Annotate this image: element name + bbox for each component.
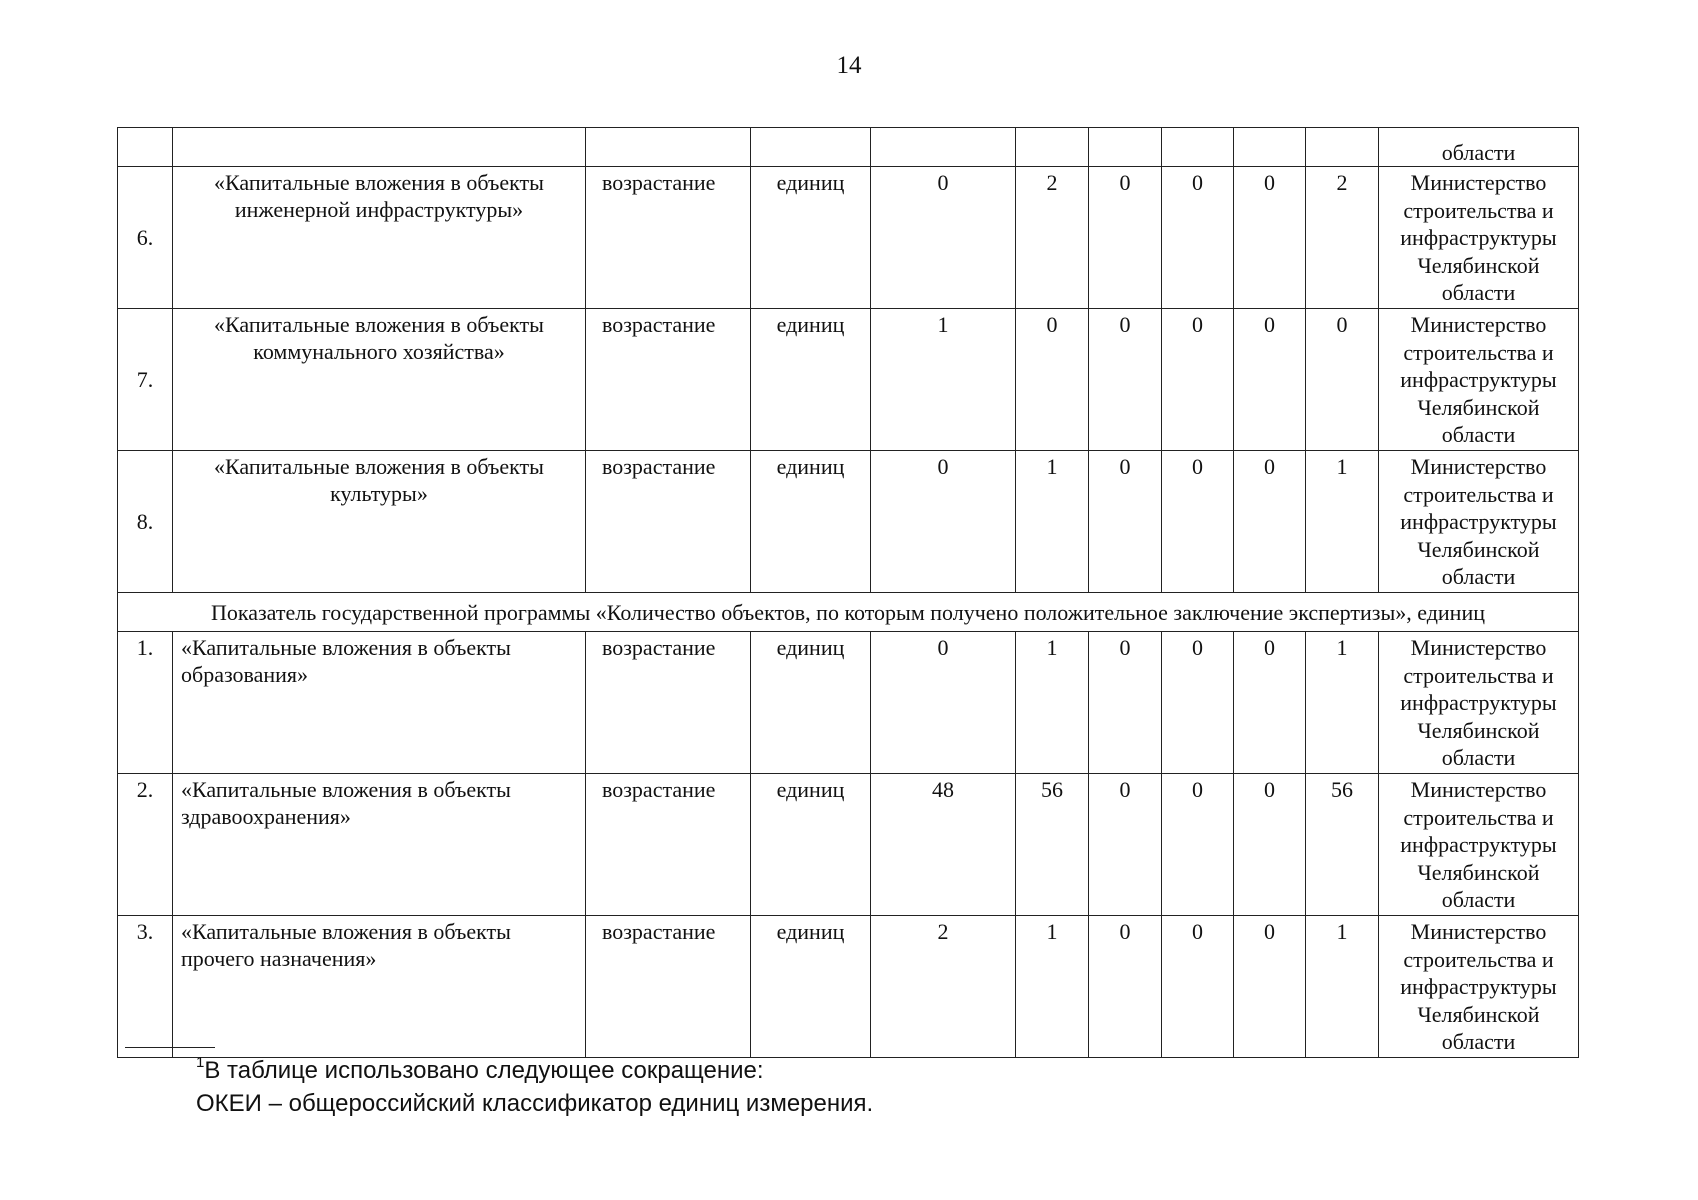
cell-unit: единиц	[751, 451, 871, 593]
footnote-line-2: ОКЕИ – общероссийский классификатор единиц измерения.	[196, 1090, 874, 1117]
table-row	[118, 632, 1579, 774]
cell-indicator-name: «Капитальные вложения в объекты образования»	[173, 632, 586, 774]
cell-indicator-name: «Капитальные вложения в объекты инженерной инфраструктуры»	[173, 167, 586, 309]
cell-number: 7.	[118, 309, 173, 451]
cell-value: 0	[1306, 309, 1379, 451]
cell-direction: возрастание	[586, 632, 751, 774]
cell-value: 1	[1016, 632, 1089, 774]
cell-empty	[118, 128, 173, 167]
cell-value: 0	[1089, 167, 1162, 309]
cell-responsible: Министерство строительства и инфраструктуры Челябинской области	[1379, 632, 1579, 774]
cell-number: 3.	[118, 916, 173, 1058]
cell-responsible: Министерство строительства и инфраструктуры Челябинской области	[1379, 167, 1579, 309]
cell-value: 0	[1016, 309, 1089, 451]
cell-value: 1	[1306, 916, 1379, 1058]
indicator-table	[117, 127, 1579, 1058]
cell-value: 0	[871, 632, 1016, 774]
cell-indicator-name: «Капитальные вложения в объекты прочего назначения»	[173, 916, 586, 1058]
cell-value: 0	[1234, 309, 1306, 451]
cell-unit: единиц	[751, 167, 871, 309]
cell-value: 0	[1089, 451, 1162, 593]
cell-responsible: Министерство строительства и инфраструктуры Челябинской области	[1379, 451, 1579, 593]
cell-value: 1	[1016, 451, 1089, 593]
cell-value: 0	[1234, 167, 1306, 309]
cell-value: 2	[1306, 167, 1379, 309]
cell-value: 1	[1016, 916, 1089, 1058]
cell-empty	[871, 128, 1016, 167]
cell-unit: единиц	[751, 916, 871, 1058]
cell-empty	[1016, 128, 1089, 167]
continuation-row	[118, 128, 1579, 167]
cell-indicator-name: «Капитальные вложения в объекты коммунального хозяйства»	[173, 309, 586, 451]
cell-direction: возрастание	[586, 916, 751, 1058]
cell-responsible: Министерство строительства и инфраструктуры Челябинской области	[1379, 916, 1579, 1058]
cell-value: 0	[1234, 632, 1306, 774]
cell-value: 0	[871, 167, 1016, 309]
table-row	[118, 167, 1579, 309]
footnote-line-1	[196, 1048, 873, 1087]
cell-indicator-name: «Капитальные вложения в объекты культуры»	[173, 451, 586, 593]
cell-indicator-name: «Капитальные вложения в объекты здравоохранения»	[173, 774, 586, 916]
cell-value: 0	[1162, 916, 1234, 1058]
cell-value: 1	[1306, 451, 1379, 593]
cell-empty	[173, 128, 586, 167]
cell-value: 2	[871, 916, 1016, 1058]
cell-empty	[751, 128, 871, 167]
cell-value: 0	[1234, 451, 1306, 593]
cell-direction: возрастание	[586, 167, 751, 309]
cell-value: 0	[1089, 774, 1162, 916]
cell-number: 8.	[118, 451, 173, 593]
cell-value: 56	[1306, 774, 1379, 916]
cell-direction: возрастание	[586, 309, 751, 451]
cell-empty	[586, 128, 751, 167]
cell-value: 0	[1162, 167, 1234, 309]
cell-value: 1	[1306, 632, 1379, 774]
cell-direction: возрастание	[586, 774, 751, 916]
cell-direction: возрастание	[586, 451, 751, 593]
cell-value: 48	[871, 774, 1016, 916]
cell-responsible: Министерство строительства и инфраструктуры Челябинской области	[1379, 774, 1579, 916]
cell-value: 56	[1016, 774, 1089, 916]
section-header: Показатель государственной программы «Количество объектов, по которым получено положительное заключение экспертизы», единиц	[118, 593, 1579, 632]
table-row	[118, 309, 1579, 451]
table-body	[118, 128, 1579, 1058]
cell-value: 0	[1162, 774, 1234, 916]
table-row	[118, 451, 1579, 593]
indicator-table-wrapper	[117, 127, 1579, 1058]
cell-unit: единиц	[751, 632, 871, 774]
cell-value: 0	[1234, 774, 1306, 916]
table-row	[118, 774, 1579, 916]
cell-value: 0	[1089, 309, 1162, 451]
cell-value: 0	[1162, 309, 1234, 451]
footnote-marker: 1	[196, 1054, 205, 1071]
cell-value: 0	[871, 451, 1016, 593]
cell-number: 1.	[118, 632, 173, 774]
footnote-text-1: В таблице использовано следующее сокращение:	[204, 1057, 764, 1084]
cell-value: 1	[871, 309, 1016, 451]
section-header-row	[118, 593, 1579, 632]
cell-value: 0	[1089, 916, 1162, 1058]
cell-empty	[1234, 128, 1306, 167]
cell-value: 0	[1162, 632, 1234, 774]
cell-empty	[1162, 128, 1234, 167]
cell-empty	[1089, 128, 1162, 167]
cell-value: 0	[1162, 451, 1234, 593]
cell-value: 2	[1016, 167, 1089, 309]
cell-value: 0	[1234, 916, 1306, 1058]
page-number: 14	[836, 52, 862, 79]
table-row	[118, 916, 1579, 1058]
cell-unit: единиц	[751, 309, 871, 451]
cell-value: 0	[1089, 632, 1162, 774]
footnote	[196, 1048, 873, 1120]
cell-empty	[1306, 128, 1379, 167]
cell-responsible: области	[1379, 128, 1579, 167]
cell-unit: единиц	[751, 774, 871, 916]
cell-number: 2.	[118, 774, 173, 916]
cell-number: 6.	[118, 167, 173, 309]
cell-responsible: Министерство строительства и инфраструктуры Челябинской области	[1379, 309, 1579, 451]
